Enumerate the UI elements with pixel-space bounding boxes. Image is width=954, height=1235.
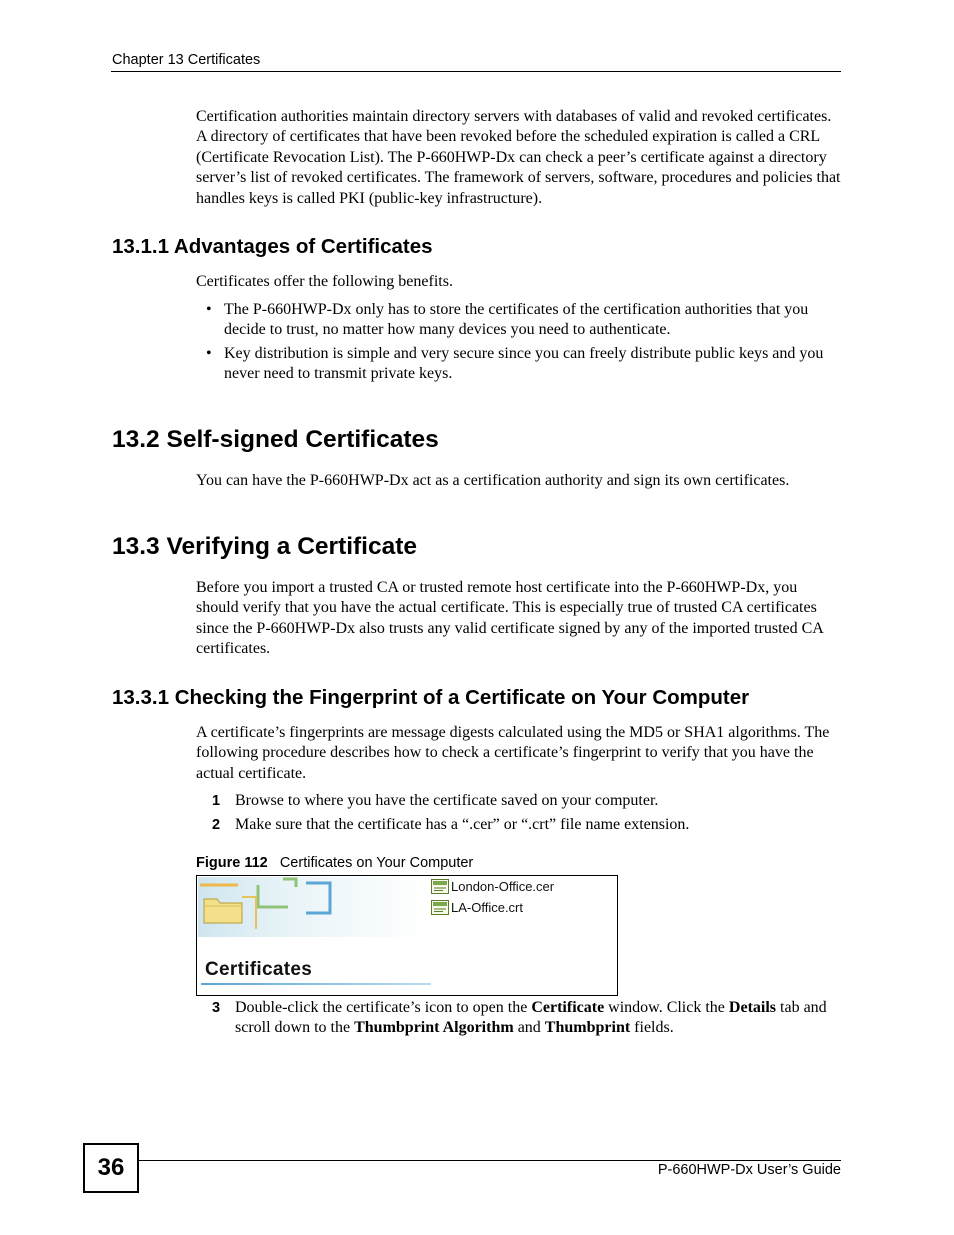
certificate-file-icon	[431, 879, 449, 894]
running-header: Chapter 13 Certificates	[112, 52, 261, 68]
ui-term-thumbprint: Thumbprint	[544, 1019, 631, 1037]
figure-label: Figure 112	[196, 855, 268, 871]
step-text-part: window. Click the	[604, 999, 729, 1016]
step-text: Browse to where you have the certificate saved on your computer.	[235, 792, 659, 809]
folder-title-underline	[201, 983, 431, 985]
heading-13-3: 13.3 Verifying a Certificate	[112, 533, 418, 560]
header-rule	[111, 71, 841, 72]
step-text-part: fields.	[630, 1019, 674, 1037]
step-text: Make sure that the certificate has a “.cer” or “.crt” file name extension.	[235, 816, 690, 833]
figure-caption-text: Certificates on Your Computer	[279, 855, 474, 871]
folder-icon	[203, 894, 243, 924]
step-text-part: tab and scroll down to the	[235, 999, 827, 1037]
footer-rule	[139, 1160, 841, 1161]
bullet-glyph: •	[206, 345, 212, 362]
fingerprint-paragraph: A certificate’s fingerprints are message digests calculated using the MD5 or SHA1 algorithms. The following procedure describes how to check a certificate’s fingerprint to verify that you have the actual certificate.	[196, 724, 830, 782]
page-number: 36	[97, 1154, 125, 1181]
self-signed-paragraph: You can have the P-660HWP-Dx act as a certification authority and sign its own certificates.	[196, 472, 790, 489]
figure-certificates-folder	[196, 875, 618, 996]
bullet-item: The P-660HWP-Dx only has to store the certificates of the certification authorities that you decide to trust, no matter how many devices you need to authenticate.	[224, 301, 809, 339]
figure-caption	[196, 855, 473, 871]
ui-term-details: Details	[728, 999, 777, 1016]
verifying-paragraph: Before you import a trusted CA or trusted remote host certificate into the P-660HWP-Dx, you should verify that you have the actual certificate. This is especially true of trusted CA certificates since the P-660HWP-Dx also trusts any valid certificate signed by any of the imported trusted CA certificates.	[196, 579, 823, 658]
step-text-part: Double-click the certificate’s icon to open the	[235, 999, 532, 1016]
benefits-lead: Certificates offer the following benefits.	[196, 273, 453, 290]
step-text-part: and	[513, 1019, 545, 1037]
certificate-file-icon	[431, 900, 449, 915]
step-text	[235, 998, 842, 1039]
step-number: 1	[212, 793, 221, 809]
ui-term-thumbprint-algorithm: Thumbprint Algorithm	[354, 1019, 514, 1037]
page-number-box	[83, 1143, 139, 1193]
intro-paragraph: Certification authorities maintain directory servers with databases of valid and revoked certificates. A directory of certificates that have been revoked before the scheduled expiration is called a CRL (Certificate Revocation List). The P-660HWP-Dx can check a peer’s certificate against a directory server’s list of revoked certificates. The framework of servers, software, procedures and policies that handles keys is called PKI (public-key infrastructure).	[196, 108, 841, 207]
ui-term-certificate: Certificate	[531, 999, 605, 1016]
file-name: LA-Office.crt	[451, 900, 524, 915]
step-number: 3	[212, 1000, 221, 1016]
step-number: 2	[212, 817, 221, 833]
file-name: London-Office.cer	[451, 879, 555, 894]
heading-13-1-1: 13.1.1 Advantages of Certificates	[112, 235, 433, 258]
heading-13-2: 13.2 Self-signed Certificates	[112, 426, 439, 453]
heading-13-3-1: 13.3.1 Checking the Fingerprint of a Certificate on Your Computer	[112, 686, 750, 709]
bullet-item: Key distribution is simple and very secure since you can freely distribute public keys and you never need to transmit private keys.	[224, 345, 824, 383]
bullet-glyph: •	[206, 301, 212, 318]
guide-title: P-660HWP-Dx User’s Guide	[657, 1162, 841, 1178]
folder-title: Certificates	[205, 959, 313, 980]
